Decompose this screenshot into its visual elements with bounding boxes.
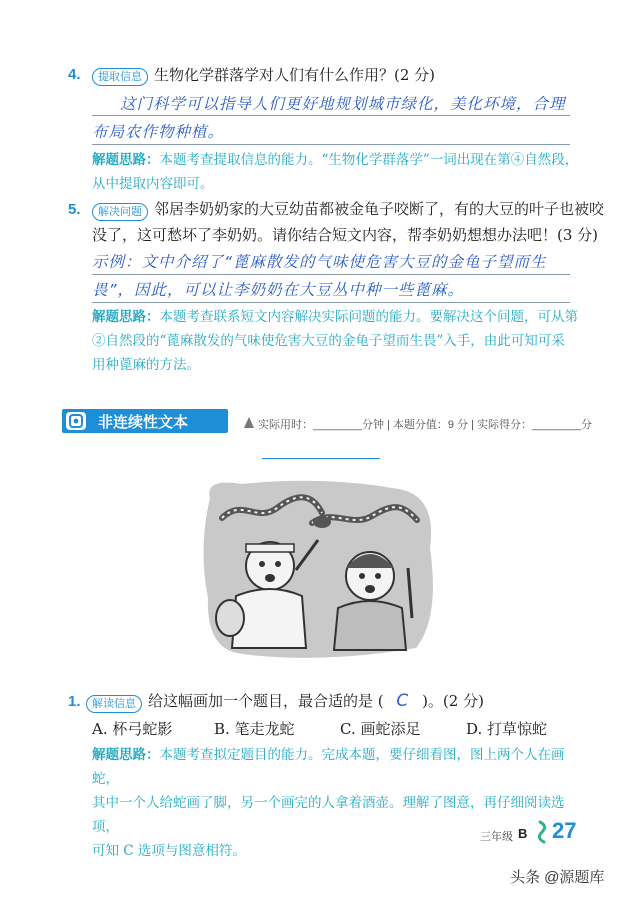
question-text (148, 689, 484, 714)
hint-label: 解题思路： (92, 747, 160, 762)
hint-block (92, 305, 582, 377)
answer-line: 布局农作物种植。 (92, 120, 570, 145)
time-score-line: 实际用时：________分钟 | 本题分值：9 分 | 实际得分：________分 (258, 419, 592, 431)
section-title: 非连续性文本 (98, 414, 189, 431)
watermark: 头条 @源题库 (510, 869, 605, 886)
page-ornament-icon (536, 820, 550, 848)
section-icon (66, 412, 86, 430)
question-tag: 解读信息 (86, 695, 142, 713)
hint-text: 从中提取内容即可。 (92, 176, 214, 192)
option-c: C. 画蛇添足 (340, 720, 421, 738)
question-text: 生物化学群落学对人们有什么作用？(2 分) (154, 66, 436, 84)
answer-line: 示例：文中介绍了“蓖麻散发的气味使危害大豆的金龟子望而生 (92, 250, 570, 275)
hint-text: 用种蓖麻的方法。 (92, 357, 200, 373)
question-prefix: 给这幅画加一个题目，最合适的是 ( (148, 692, 384, 710)
hint-block (92, 743, 582, 863)
answer-line: 这门科学可以指导人们更好地规划城市绿化，美化环境，合理 (92, 92, 570, 116)
question-number: 1. (68, 693, 81, 710)
question-suffix: )。(2 分) (422, 692, 484, 710)
timer-icon (242, 415, 256, 434)
hint-text: 本题考查联系短文内容解决实际问题的能力。要解决这个问题，可从第 (159, 309, 578, 325)
edition-label: B (518, 826, 528, 841)
title-answer-line (262, 458, 380, 459)
grade-label: 三年级 (480, 831, 513, 843)
snake-painting-illustration (202, 478, 438, 660)
hint-text: 本题考查提取信息的能力。“生物化学群落学”一词出现在第④自然段， (159, 152, 579, 168)
question-tag: 提取信息 (92, 68, 148, 86)
option-d: D. 打草惊蛇 (466, 720, 548, 738)
hint-text: 本题考查拟定题目的能力。完成本题，要仔细看图，图上两个人在画蛇， (92, 747, 565, 787)
hint-text: 其中一个人给蛇画了脚，另一个画完的人拿着酒壶。理解了图意，再仔细阅读选项， (92, 795, 565, 835)
option-a: A. 杯弓蛇影 (92, 720, 173, 738)
hint-text: 可知 C 选项与图意相符。 (92, 843, 246, 859)
page-number: 27 (552, 818, 577, 843)
question-number: 4. (68, 66, 81, 83)
hint-block (92, 148, 582, 196)
hint-label: 解题思路： (92, 152, 160, 167)
question-tag: 解决问题 (92, 203, 148, 221)
question-number: 5. (68, 201, 81, 218)
option-b: B. 笔走龙蛇 (214, 720, 295, 738)
answer-choice: C (396, 691, 410, 711)
question-text: 没了，这可愁坏了李奶奶。请你结合短文内容，帮李奶奶想想办法吧！(3 分) (92, 226, 599, 244)
hint-text: ②自然段的“蓖麻散发的气味使危害大豆的金龟子望而生畏”入手，由此可知可采 (92, 333, 565, 349)
answer-line: 畏”，因此，可以让李奶奶在大豆丛中种一些蓖麻。 (92, 278, 570, 303)
question-text: 邻居李奶奶家的大豆幼苗都被金龟子咬断了，有的大豆的叶子也被咬 (154, 200, 605, 218)
dots-decoration-icon (205, 408, 233, 440)
hint-label: 解题思路： (92, 309, 160, 324)
